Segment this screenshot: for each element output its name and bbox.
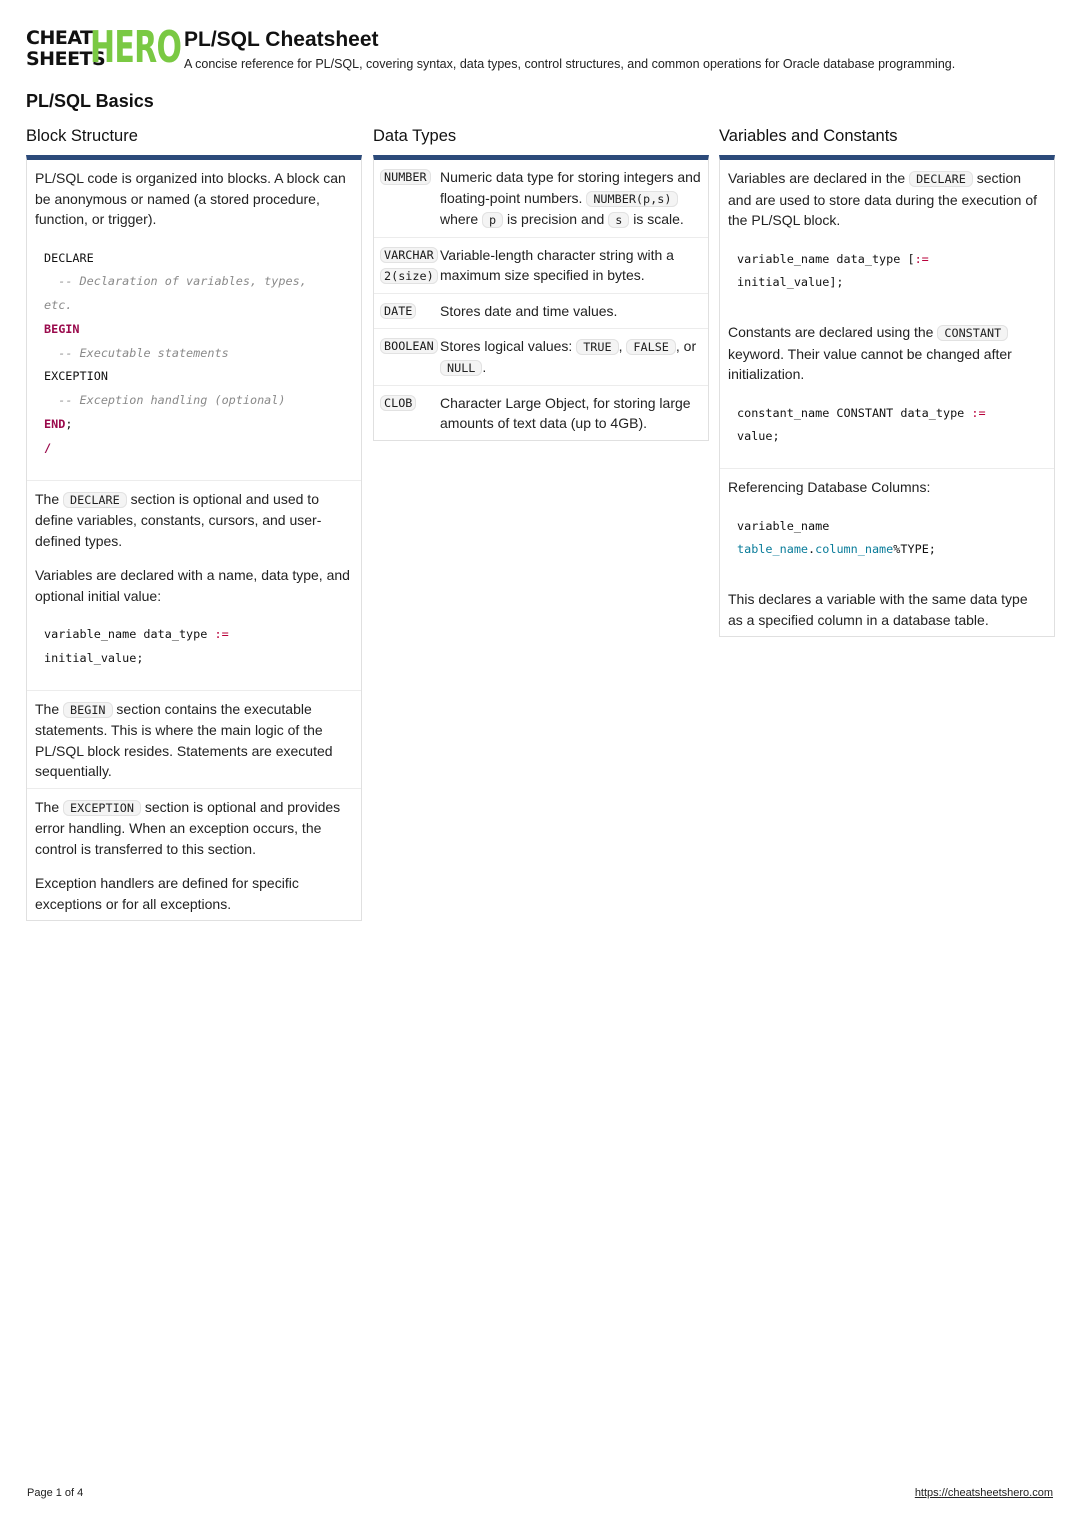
table-row xyxy=(374,160,708,237)
block-structure-card xyxy=(26,155,362,921)
variables-code-op: := xyxy=(914,251,929,266)
variables-column xyxy=(719,126,1055,637)
data-type-date: DATE xyxy=(380,303,416,319)
data-type-term xyxy=(380,167,440,231)
exception-handlers-text: Exception handlers are defined for specific exceptions or for all exceptions. xyxy=(35,875,299,912)
boolean-true-code: TRUE xyxy=(576,339,618,355)
constants-code-sample xyxy=(728,399,1046,455)
data-types-title: Data Types xyxy=(373,127,457,145)
constants-text xyxy=(728,322,1046,385)
code-end: END xyxy=(44,417,66,432)
page-subtitle: A concise reference for PL/SQL, covering syntax, data types, control structures, and common operations for Oracle database programming. xyxy=(184,57,956,71)
constants-b: keyword. Their value cannot be changed after initialization. xyxy=(728,345,1012,383)
variables-card xyxy=(719,155,1055,637)
code-comment-etc: etc. xyxy=(44,298,73,313)
variables-code-sample xyxy=(728,245,1046,301)
number-p-code: p xyxy=(482,212,503,228)
begin-inline-code: BEGIN xyxy=(63,702,113,718)
variables-declare-text xyxy=(728,168,1046,231)
boolean-end: . xyxy=(482,359,487,375)
data-type-term xyxy=(380,393,440,434)
page-number: Page 1 of 4 xyxy=(27,1487,84,1499)
code-exception: EXCEPTION xyxy=(44,369,108,384)
variables-declare-code: DECLARE xyxy=(909,171,973,187)
exception-text xyxy=(35,797,353,860)
data-type-desc: Character Large Object, for storing large amounts of text data (up to 4GB). xyxy=(440,394,691,431)
variables-decl-a: Variables are declared in the xyxy=(728,170,906,186)
logo-text-hero: HERO xyxy=(90,22,182,73)
data-type-clob: CLOB xyxy=(380,395,416,411)
code-comment-declaration: -- Declaration of variables, types, xyxy=(58,274,307,289)
vars-text: Variables are declared with a name, data type, and optional initial value: xyxy=(35,567,350,604)
data-type-number: NUMBER xyxy=(380,169,431,185)
data-type-desc: Variable-length character string with a maximum size specified in bytes. xyxy=(440,246,674,283)
site-link[interactable]: https://cheatsheetshero.com xyxy=(914,1487,1053,1499)
code-slash: / xyxy=(44,440,52,455)
declare-text xyxy=(35,489,353,552)
referencing-dot: . xyxy=(808,542,816,557)
begin-description: section contains the executable statements. This is where the main logic of the PL/SQL block resides. Statements are executed sequentially. xyxy=(35,700,333,780)
exception-description: section is optional and provides error handling. When an exception occurs, the control is transferred to this section. xyxy=(35,798,341,857)
constant-inline-code: CONSTANT xyxy=(937,325,1008,341)
exception-inline-code: EXCEPTION xyxy=(63,800,141,816)
number-desc: Numeric data type for storing integers and floating-point numbers. xyxy=(440,169,701,206)
vars-code-line1: variable_name data_type xyxy=(44,627,208,642)
data-type-term xyxy=(380,336,440,379)
code-begin: BEGIN xyxy=(44,321,80,336)
logo-text-bottom: SHEETS xyxy=(26,48,106,70)
block-structure-title: Block Structure xyxy=(26,127,138,145)
constants-code-op: := xyxy=(971,405,986,420)
declare-description: section is optional and used to define variables, constants, cursors, and user-defined types. xyxy=(35,490,322,549)
number-s-code: s xyxy=(608,212,629,228)
vars-code-line2: initial_value; xyxy=(44,650,144,665)
block-intro-text: PL/SQL code is organized into blocks. A block can be anonymous or named (a stored procedure, function, or trigger). xyxy=(35,170,346,227)
referencing-table-name: table_name xyxy=(737,542,809,557)
referencing-code-sample xyxy=(728,512,1046,568)
data-type-term xyxy=(380,245,440,287)
boolean-desc: Stores logical values: xyxy=(440,337,573,354)
code-semicolon: ; xyxy=(65,417,73,432)
referencing-code-line1: variable_name xyxy=(737,518,830,533)
constants-a: Constants are declared using the xyxy=(728,324,934,341)
data-type-term xyxy=(380,301,440,322)
begin-text xyxy=(35,699,353,782)
boolean-null-code: NULL xyxy=(440,360,482,376)
number-scale: is scale. xyxy=(633,211,684,227)
code-comment-executable: -- Executable statements xyxy=(58,345,229,360)
table-row xyxy=(374,328,708,385)
variables-title: Variables and Constants xyxy=(719,127,898,145)
referencing-column-name: column_name xyxy=(815,542,894,557)
block-structure-column xyxy=(26,126,362,921)
page-title: PL/SQL Cheatsheet xyxy=(184,28,379,51)
table-row xyxy=(374,293,708,328)
declare-inline-code: DECLARE xyxy=(63,492,127,508)
block-begin xyxy=(27,690,361,788)
constants-code-line2: value; xyxy=(737,429,780,444)
variables-decl-b: section and are used to store data during the execution of the PL/SQL block. xyxy=(728,170,1037,228)
logo-text-top: CHEAT xyxy=(26,27,93,49)
data-type-desc xyxy=(440,167,702,231)
declare-the: The xyxy=(35,490,60,507)
data-type-boolean: BOOLEAN xyxy=(380,338,438,354)
data-type-desc xyxy=(440,336,702,379)
block-code-sample xyxy=(35,244,353,466)
variables-code-line2: initial_value]; xyxy=(737,275,844,290)
exception-the: The xyxy=(35,798,60,815)
variables-declare-block xyxy=(720,160,1054,468)
vars-code-sample xyxy=(35,620,353,676)
section-title: PL/SQL Basics xyxy=(26,91,154,111)
table-row xyxy=(374,237,708,293)
number-precision: is precision and xyxy=(507,211,605,227)
data-types-column xyxy=(373,126,709,441)
variables-code-line1: variable_name data_type [ xyxy=(737,251,915,266)
referencing-type: %TYPE; xyxy=(893,542,936,557)
referencing-block xyxy=(720,468,1054,636)
code-comment-exception: -- Exception handling (optional) xyxy=(58,393,286,408)
referencing-description: This declares a variable with the same data type as a specified column in a database table. xyxy=(728,591,1028,628)
boolean-sep2: , or xyxy=(675,337,697,354)
block-exception xyxy=(27,788,361,921)
block-intro xyxy=(27,160,361,480)
table-row xyxy=(374,385,708,440)
vars-code-op: := xyxy=(214,627,229,642)
boolean-false-code: FALSE xyxy=(626,339,676,355)
data-type-desc: Stores date and time values. xyxy=(440,302,618,319)
block-declare xyxy=(27,480,361,690)
number-inline-code: NUMBER(p,s) xyxy=(586,191,678,207)
code-declare: DECLARE xyxy=(44,250,94,265)
page-header xyxy=(26,22,1056,73)
data-types-card xyxy=(373,155,709,441)
number-where: where xyxy=(440,211,479,227)
begin-the: The xyxy=(35,700,60,717)
logo[interactable] xyxy=(26,22,182,73)
constants-code-line1: constant_name CONSTANT data_type xyxy=(737,405,965,420)
boolean-sep1: , xyxy=(618,337,623,354)
data-type-varchar2: VARCHAR2(size) xyxy=(380,247,438,284)
referencing-text: Referencing Database Columns: xyxy=(728,479,931,496)
